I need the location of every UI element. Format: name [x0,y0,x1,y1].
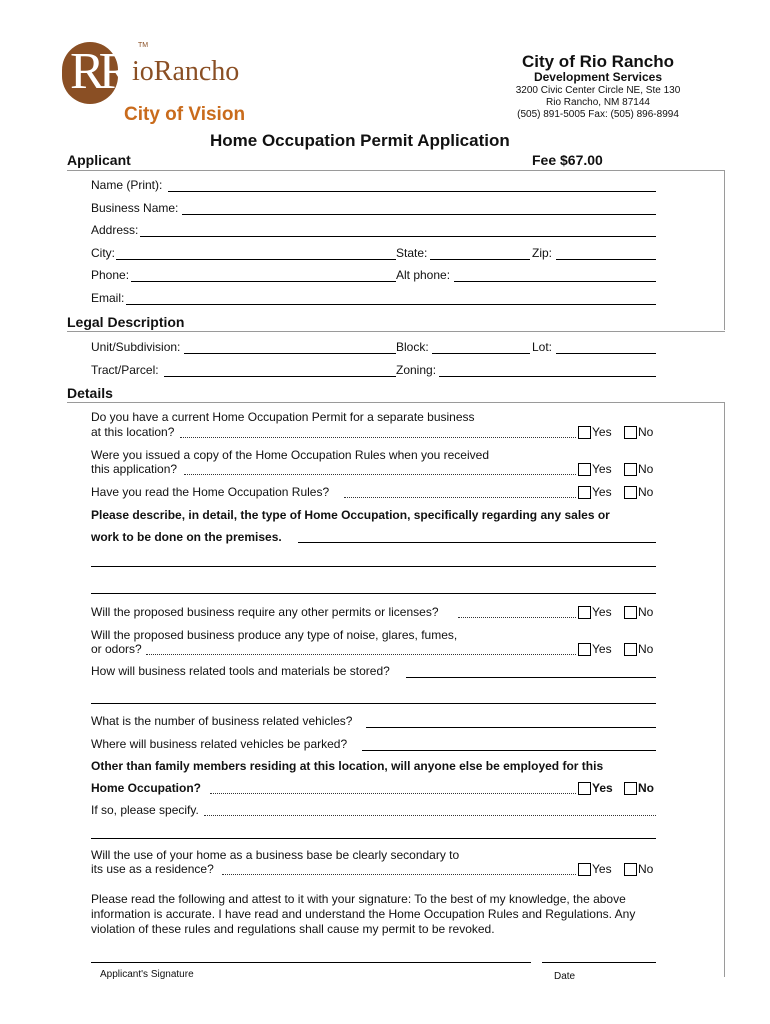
logo-name: ioRancho [132,56,240,87]
block-field[interactable] [432,353,530,354]
q4-yes-checkbox[interactable] [578,606,591,619]
q2-no-checkbox[interactable] [624,463,637,476]
dot-leader [204,815,656,816]
section-side-rule [724,402,725,977]
q6-text: How will business related tools and materials be stored? [91,664,390,678]
section-divider [67,170,725,171]
address-field[interactable] [140,236,656,237]
q10-no-checkbox[interactable] [624,863,637,876]
logo-letters: RR [70,43,128,100]
describe-text: Please describe, in detail, the type of Home Occupation, specifically regarding any sales or [91,508,610,522]
q9-text: Home Occupation? [91,781,202,795]
q1-no-label: No [638,425,654,439]
q10-text: its use as a residence? [91,862,214,876]
q4-no-checkbox[interactable] [624,606,637,619]
applicant-heading: Applicant [67,152,131,168]
q10-no-label: No [638,862,654,876]
q1-yes-checkbox[interactable] [578,426,591,439]
form-title: Home Occupation Permit Application [210,131,510,150]
fee-label: Fee $67.00 [532,152,603,168]
q4-text: Will the proposed business require any other permits or licenses? [91,605,439,619]
q7-field[interactable] [366,727,656,728]
q2-no-label: No [638,462,654,476]
section-divider [67,402,725,403]
q3-yes-label: Yes [592,485,612,499]
q9-yes-label: Yes [592,781,613,795]
zoning-label: Zoning: [396,363,437,377]
q3-yes-checkbox[interactable] [578,486,591,499]
signature-label: Applicant's Signature [100,969,194,980]
q8-field[interactable] [362,750,656,751]
date-label: Date [554,971,576,982]
details-heading: Details [67,385,113,401]
q1-text: at this location? [91,425,175,439]
tract-field[interactable] [164,376,396,377]
name-label: Name (Print): [91,178,163,192]
q10-yes-label: Yes [592,862,612,876]
q9-no-checkbox[interactable] [624,782,637,795]
q4-no-label: No [638,605,654,619]
unit-field[interactable] [184,353,396,354]
describe-text: work to be done on the premises. [91,530,282,544]
city-field[interactable] [116,259,396,260]
q1-no-checkbox[interactable] [624,426,637,439]
describe-field[interactable] [91,566,656,567]
q1-yes-label: Yes [592,425,612,439]
org-department: Development Services [533,70,663,84]
lot-label: Lot: [532,340,553,354]
state-field[interactable] [430,259,530,260]
q5-yes-checkbox[interactable] [578,643,591,656]
phone-label: Phone: [91,268,130,282]
address-label: Address: [91,223,139,237]
block-label: Block: [396,340,429,354]
zip-field[interactable] [556,259,656,260]
business-name-field[interactable] [182,214,656,215]
city-label: City: [91,246,115,260]
legal-heading: Legal Description [67,314,185,330]
section-divider [67,331,725,332]
dot-leader [180,437,576,438]
q5-text: Will the proposed business produce any type of noise, glares, fumes, [91,628,458,642]
q5-yes-label: Yes [592,642,612,656]
email-field[interactable] [126,304,656,305]
unit-label: Unit/Subdivision: [91,340,181,354]
q3-text: Have you read the Home Occupation Rules? [91,485,330,499]
section-side-rule [724,170,725,330]
q2-yes-checkbox[interactable] [578,463,591,476]
phone-field[interactable] [131,281,396,282]
zoning-field[interactable] [439,376,656,377]
q9-specify-field[interactable] [91,838,656,839]
dot-leader [210,793,576,794]
q9-specify-text: If so, please specify. [91,803,199,817]
q6-field[interactable] [406,677,656,678]
attestation-text: Please read the following and attest to it with your signature: To the best of my knowledge, the above information is accurate. I have read and understand the Home Occupation Rules and Regulations. Any violation of these rules and regulations shall cause my permit to be revoked. [91,892,636,936]
email-label: Email: [91,291,125,305]
q10-text: Will the use of your home as a business base be clearly secondary to [91,848,460,862]
q3-no-label: No [638,485,654,499]
describe-field[interactable] [298,542,656,543]
q1-text: Do you have a current Home Occupation Permit for a separate business [91,410,475,424]
q6-field[interactable] [91,703,656,704]
describe-field[interactable] [91,593,656,594]
dot-leader [344,497,576,498]
q5-text: or odors? [91,642,142,656]
q5-no-label: No [638,642,654,656]
q9-text: Other than family members residing at this location, will anyone else be employed for this [91,759,604,773]
dot-leader [222,874,576,875]
business-name-label: Business Name: [91,201,179,215]
org-phone-fax: (505) 891-5005 Fax: (505) 896-8994 [517,109,679,120]
q5-no-checkbox[interactable] [624,643,637,656]
date-field[interactable] [542,962,656,963]
dot-leader [458,617,576,618]
q10-yes-checkbox[interactable] [578,863,591,876]
q9-yes-checkbox[interactable] [578,782,591,795]
name-field[interactable] [168,191,656,192]
q9-no-label: No [638,781,654,795]
zip-label: Zip: [532,246,553,260]
tract-label: Tract/Parcel: [91,363,159,377]
state-label: State: [396,246,428,260]
city-logo [60,36,280,132]
dot-leader [184,474,576,475]
org-city: City of Rio Rancho [521,52,675,71]
org-address-line1: 3200 Civic Center Circle NE, Ste 130 [515,85,681,96]
logo-tm: TM [138,42,149,49]
q8-text: Where will business related vehicles be parked? [91,737,348,751]
alt-phone-label: Alt phone: [396,268,451,282]
alt-phone-field[interactable] [454,281,656,282]
q3-no-checkbox[interactable] [624,486,637,499]
q2-text: Were you issued a copy of the Home Occupation Rules when you received [91,448,489,462]
org-address-line2: Rio Rancho, NM 87144 [546,97,650,108]
dot-leader [146,654,576,655]
q2-yes-label: Yes [592,462,612,476]
q2-text: this application? [91,462,178,476]
signature-field[interactable] [91,962,531,963]
lot-field[interactable] [556,353,656,354]
q4-yes-label: Yes [592,605,612,619]
logo-tagline: City of Vision [124,104,246,125]
q7-text: What is the number of business related vehicles? [91,714,353,728]
